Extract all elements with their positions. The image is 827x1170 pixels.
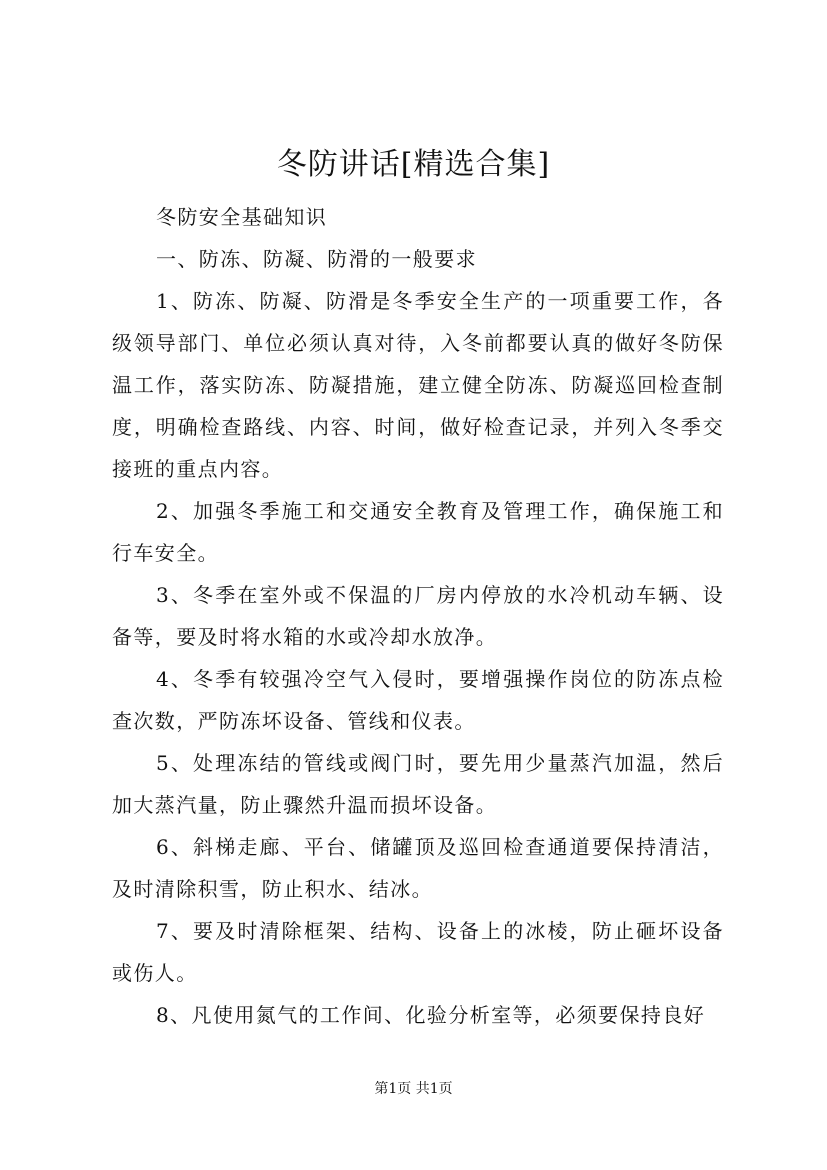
paragraph-item-4: 4、冬季有较强冷空气入侵时，要增强操作岗位的防冻点检查次数，严防冻坏设备、管线和仪表。 bbox=[112, 667, 724, 733]
paragraph-item-3: 3、冬季在室外或不保温的厂房内停放的水冷机动车辆、设备等，要及时将水箱的水或冷却水放净。 bbox=[112, 583, 724, 649]
document-title: 冬防讲话[精选合集] bbox=[276, 147, 551, 182]
paragraph-item-8: 8、凡使用氮气的工作间、化验分析室等，必须要保持良好 bbox=[156, 1003, 706, 1027]
paragraph-subheading: 一、防冻、防凝、防滑的一般要求 bbox=[156, 247, 477, 271]
page-footer: 第1页 共1页 bbox=[374, 1081, 453, 1097]
paragraph-item-7: 7、要及时清除框架、结构、设备上的冰棱，防止砸坏设备或伤人。 bbox=[112, 919, 724, 985]
paragraph-item-2: 2、加强冬季施工和交通安全教育及管理工作，确保施工和行车安全。 bbox=[112, 499, 724, 565]
document-body bbox=[112, 196, 724, 1036]
paragraph-item-5: 5、处理冻结的管线或阀门时，要先用少量蒸汽加温，然后加大蒸汽量，防止骤然升温而损坏设备。 bbox=[112, 751, 724, 817]
paragraph-item-1: 1、防冻、防凝、防滑是冬季安全生产的一项重要工作，各级领导部门、单位必须认真对待，入冬前都要认真的做好冬防保温工作，落实防冻、防凝措施，建立健全防冻、防凝巡回检查制度，明确检查路线、内容、时间，做好检查记录，并列入冬季交接班的重点内容。 bbox=[112, 289, 724, 481]
paragraph-section-heading: 冬防安全基础知识 bbox=[156, 205, 328, 229]
paragraph-item-6: 6、斜梯走廊、平台、储罐顶及巡回检查通道要保持清洁，及时清除积雪，防止积水、结冰。 bbox=[112, 835, 724, 901]
